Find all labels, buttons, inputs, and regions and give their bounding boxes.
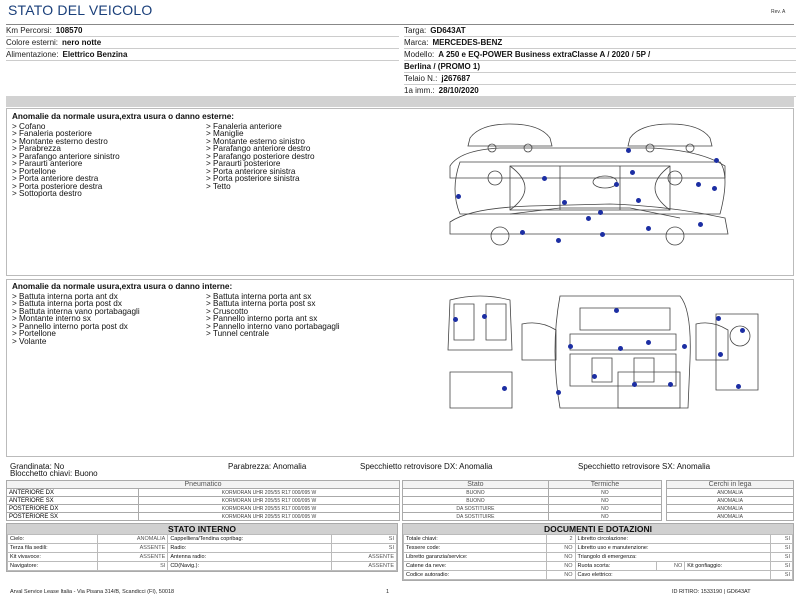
section-separator-band	[6, 96, 794, 107]
damage-marker	[618, 346, 623, 351]
table-row: Tessere code: NO Libretto uso e manutenzione: SI	[404, 544, 793, 553]
damage-marker	[482, 314, 487, 319]
car-interior-diagram	[440, 290, 760, 415]
damage-marker	[562, 200, 567, 205]
footer-id-ritiro: ID RITIRO: 1533190 | GD643AT	[672, 589, 751, 595]
damage-marker	[542, 176, 547, 181]
page-title: STATO DEL VEICOLO	[8, 2, 153, 18]
damage-marker	[592, 374, 597, 379]
list-item: > Porta posteriore sinistra	[206, 174, 300, 183]
table-header-row	[7, 481, 400, 489]
table-row: Cielo: ANOMALIA Cappelliera/Tendina copribag: SI	[8, 535, 397, 544]
stato-interno-table	[7, 534, 397, 571]
info-row-alimentazione: Alimentazione: Elettrico Benzina	[6, 49, 399, 61]
rims-table	[666, 480, 794, 521]
documenti-title: DOCUMENTI E DOTAZIONI	[403, 524, 793, 534]
list-item: > Battuta interna vano portabagagli	[12, 306, 140, 316]
damage-marker	[736, 384, 741, 389]
damage-marker	[453, 317, 458, 322]
damage-marker	[716, 316, 721, 321]
damage-marker	[456, 194, 461, 199]
list-item: > Portellone	[12, 329, 56, 338]
column-header: Cerchi in lega	[667, 481, 794, 489]
list-item: > Maniglie	[206, 129, 244, 138]
table-row: ANTERIORE DX KORMORAN UHR 205/55 R17 000/095 W	[7, 489, 400, 497]
list-item: > Parabrezza	[12, 144, 61, 153]
info-row-km: Km Percorsi: 108570	[6, 25, 399, 37]
table-row: BUONO NO	[403, 489, 662, 497]
list-item: > Battuta interna porta ant sx	[206, 291, 312, 301]
internal-col-2	[206, 293, 400, 346]
info-row-modello-cont: Berlina / (PROMO 1)	[404, 61, 796, 73]
info-row-marca: Marca: MERCEDES-BENZ	[404, 37, 796, 49]
table-row: DA SOSTITUIRE NO	[403, 505, 662, 513]
info-row-modello: Modello: A 250 e EQ-POWER Business extraClasse A / 2020 / 5P /	[404, 49, 796, 61]
list-item: > Montante interno sx	[12, 314, 91, 323]
column-header: Stato	[403, 481, 549, 489]
damage-marker	[636, 198, 641, 203]
list-item: > Battuta interna porta post dx	[12, 299, 122, 308]
status-grandinata: Grandinata: No	[10, 462, 65, 471]
list-item: > Porta anteriore destra	[12, 174, 99, 183]
internal-anomalies-list	[12, 283, 400, 345]
status-specchio-sx: Specchietto retrovisore SX: Anomalia	[578, 462, 711, 471]
status-parabrezza: Parabrezza: Anomalia	[228, 462, 307, 471]
external-anomalies-list	[12, 113, 400, 198]
table-row: ANTERIORE SX KORMORAN UHR 205/55 R17 000/095 W	[7, 497, 400, 505]
list-item: > Tetto	[206, 181, 231, 191]
damage-marker	[740, 328, 745, 333]
footer-address: Arval Service Lease Italia - Via Pisana 314/B, Scandicci (FI), 50018	[10, 589, 175, 595]
column-header: Termiche	[548, 481, 661, 489]
damage-marker	[502, 386, 507, 391]
stato-interno-title: STATO INTERNO	[7, 524, 397, 534]
list-item: > Montante esterno destro	[12, 136, 108, 146]
damage-marker	[626, 148, 631, 153]
damage-marker	[520, 230, 525, 235]
damage-marker	[614, 308, 619, 313]
vehicle-info-left	[6, 25, 399, 61]
list-item: > Parafango posteriore destro	[206, 151, 315, 161]
documenti-table	[403, 534, 793, 580]
list-item: > Battuta interna porta post sx	[206, 299, 316, 308]
external-col-1	[12, 123, 206, 198]
table-row: Totale chiavi: 2 Libretto circolazione: SI	[404, 535, 793, 544]
list-item: > Parafango anteriore sinistro	[12, 151, 120, 161]
vehicle-info-right	[404, 25, 796, 97]
list-item: > Paraurti posteriore	[206, 159, 281, 168]
tyres-table	[6, 480, 400, 521]
info-row-immatricolazione: 1a imm.: 28/10/2020	[404, 85, 796, 97]
table-row: ANOMALIA	[667, 497, 794, 505]
damage-marker	[646, 340, 651, 345]
footer-page-number: 1	[386, 589, 390, 595]
table-row: POSTERIORE SX KORMORAN UHR 205/55 R17 000/095 W	[7, 513, 400, 521]
table-row: ANOMALIA	[667, 513, 794, 521]
damage-marker	[646, 226, 651, 231]
list-item: > Sottoporta destro	[12, 189, 82, 198]
status-blocchetto: Blocchetto chiavi: Buono	[10, 469, 98, 478]
damage-marker	[568, 344, 573, 349]
damage-marker	[712, 186, 717, 191]
stato-interno-panel	[6, 523, 398, 572]
table-header-row	[667, 481, 794, 489]
info-row-telaio: Telaio N.: j267687	[404, 73, 796, 85]
list-item: > Fanaleria anteriore	[206, 121, 282, 131]
table-row: Libretto garanzia/service: NO Triangolo di emergenza: SI	[404, 553, 793, 562]
table-row: Terza fila sedili: ASSENTE Radio: SI	[8, 544, 397, 553]
table-row: POSTERIORE DX KORMORAN UHR 205/55 R17 000/095 W	[7, 505, 400, 513]
internal-col-1	[12, 293, 206, 346]
list-item: > Porta posteriore destra	[12, 181, 103, 191]
list-item: > Volante	[12, 336, 47, 346]
list-item: > Porta anteriore sinistra	[206, 166, 296, 176]
damage-marker	[556, 390, 561, 395]
table-row: BUONO NO	[403, 497, 662, 505]
damage-marker	[598, 210, 603, 215]
damage-marker	[630, 170, 635, 175]
table-row: Navigatore: SI CD(Navig.): ASSENTE	[8, 562, 397, 571]
damage-marker	[632, 382, 637, 387]
damage-marker	[556, 238, 561, 243]
damage-marker	[714, 158, 719, 163]
damage-marker	[718, 352, 723, 357]
list-item: > Pannello interno vano portabagagli	[206, 321, 340, 331]
damage-marker	[698, 222, 703, 227]
car-exterior-diagram	[440, 118, 740, 250]
list-item: > Parafango anteriore destro	[206, 144, 311, 153]
damage-marker	[682, 344, 687, 349]
internal-anomalies-heading: Anomalie da normale usura,extra usura o danno interne:	[12, 282, 233, 291]
column-header: Pneumatico	[7, 481, 400, 489]
list-item: > Cofano	[12, 121, 46, 131]
table-row: Codice autoradio: NO Cavo elettrico: SI	[404, 571, 793, 580]
table-row: ANOMALIA	[667, 505, 794, 513]
revision-label: Rev. A	[771, 9, 786, 15]
external-col-2	[206, 123, 400, 198]
list-item: > Fanaleria posteriore	[12, 129, 92, 138]
list-item: > Paraurti anteriore	[12, 159, 83, 168]
table-row: Catene da neve: NO Ruota scorta: NO Kit gonfiaggio: SI	[404, 562, 793, 571]
table-row: ANOMALIA	[667, 489, 794, 497]
list-item: > Pannello interno porta ant sx	[206, 314, 318, 323]
status-specchio-dx: Specchietto retrovisore DX: Anomalia	[360, 462, 493, 471]
damage-marker	[668, 382, 673, 387]
list-item: > Battuta interna porta ant dx	[12, 291, 118, 301]
external-anomalies-heading: Anomalie da normale usura,extra usura o danno esterne:	[12, 112, 235, 121]
table-row: Kit vivavoce: ASSENTE Antenna radio: ASSENTE	[8, 553, 397, 562]
damage-marker	[586, 216, 591, 221]
damage-marker	[696, 182, 701, 187]
list-item: > Portellone	[12, 166, 56, 176]
damage-marker	[614, 182, 619, 187]
table-row: DA SOSTITUIRE NO	[403, 513, 662, 521]
list-item: > Pannello interno porta post dx	[12, 321, 128, 331]
damage-marker	[600, 232, 605, 237]
info-row-colore: Colore esterni: nero notte	[6, 37, 399, 49]
tyres-status-table	[402, 480, 662, 521]
list-item: > Tunnel centrale	[206, 329, 270, 338]
list-item: > Cruscotto	[206, 306, 249, 316]
documenti-panel	[402, 523, 794, 581]
list-item: > Montante esterno sinistro	[206, 136, 305, 146]
info-row-targa: Targa: GD643AT	[404, 25, 796, 37]
table-header-row	[403, 481, 662, 489]
